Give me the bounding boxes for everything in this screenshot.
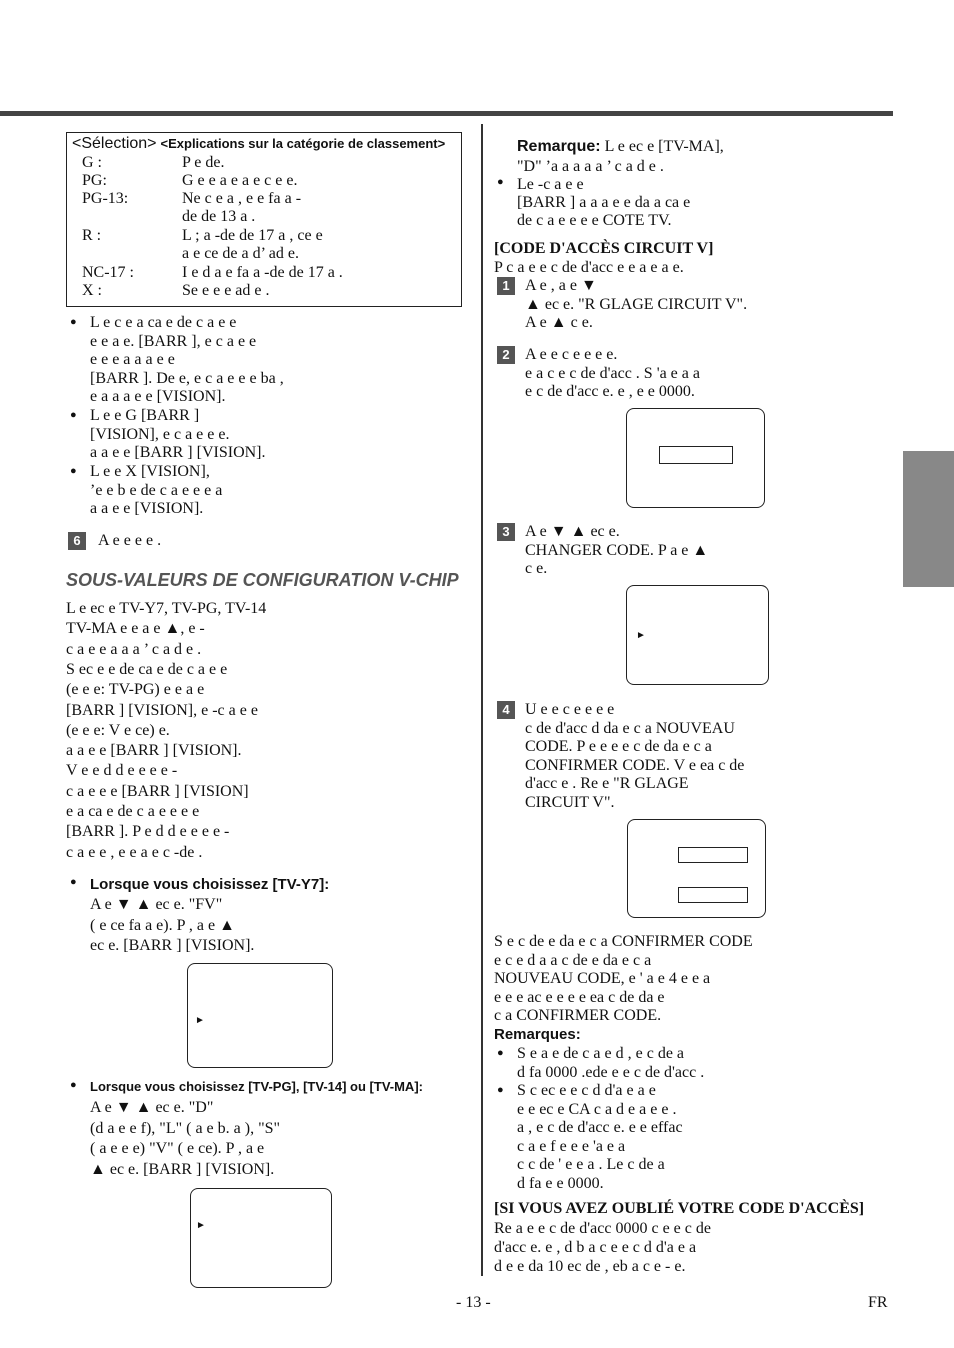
text-line: NOUVEAU CODE, e ' a e 4 e e a	[494, 970, 711, 987]
rating-code: G :	[82, 154, 102, 171]
text-line: a , e c de d'acc e. e e effac	[517, 1119, 683, 1136]
tv-y7-heading: ● Lorsque vous choisissez [TV-Y7]:	[90, 876, 329, 893]
rating-code: PG-13:	[82, 190, 129, 207]
text-line: a a e e [BARR ] [VISION].	[90, 444, 266, 461]
text-line: d fa 0000 .ede e e c de d'acc .	[517, 1063, 705, 1081]
text-line: c a e e e [BARR ] [VISION]	[66, 782, 249, 800]
text-line: c a e e a a a ’ c a d e .	[66, 640, 202, 658]
table-header-main: <Sélection>	[72, 135, 157, 152]
text-line: (e e e: V e ce) e.	[66, 721, 170, 739]
text-line: c c de ' e e a . Le c de a	[517, 1156, 665, 1173]
language-code: FR	[868, 1294, 888, 1311]
text-line: L e ec e TV-Y7, TV-PG, TV-14	[66, 600, 267, 617]
text-line: c de d'acc d da e c a NOUVEAU	[525, 719, 735, 737]
code-access-intro: P c a e e c de d'acc e e a e a e.	[494, 259, 684, 276]
page-number: - 13 -	[456, 1294, 491, 1311]
section-tab	[903, 451, 954, 587]
step-number: 1	[497, 277, 515, 295]
text-line: TV-MA e e a e ▲, e -	[66, 620, 205, 638]
text-line: S ec e e de ca e de c a e e	[66, 660, 228, 678]
new-code-screen	[627, 819, 766, 918]
text-line: ( a e e e) "V" ( e ce). P , a e	[90, 1140, 265, 1157]
cursor-arrow-icon: ►	[195, 1015, 205, 1026]
rating-description: a e ce de a d’ ad e.	[182, 245, 299, 262]
text-line: de c a e e e e COTE TV.	[517, 212, 672, 229]
rating-table	[66, 132, 462, 307]
rating-code: R :	[82, 227, 102, 244]
top-rule	[0, 111, 893, 116]
text-line: L e e X [VISION],	[90, 463, 210, 480]
text-line: e e e ac e e e e ea c de da e	[494, 988, 665, 1006]
bullet-icon: ●	[497, 1047, 504, 1059]
tv-y7-screen	[187, 963, 333, 1068]
text-line: ▲ ec e. [BARR ] [VISION].	[90, 1160, 275, 1178]
text-line: (e e e: TV-PG) e e a e	[66, 681, 205, 699]
rating-code: NC-17 :	[82, 264, 134, 281]
rating-description: de de 13 a .	[182, 208, 256, 225]
text-line: e e e a a a e e	[90, 351, 175, 368]
text-line: A e ▼ ▲ ec e. "FV"	[90, 896, 223, 913]
text-line: d e e da 10 ec de , eb a c e - e.	[494, 1258, 686, 1275]
text-line: A e ▲ c e.	[525, 314, 593, 331]
step-number: 4	[497, 701, 515, 719]
text-line: ec e. [BARR ] [VISION].	[90, 937, 255, 954]
table-header-sub: <Explications sur la catégorie de classement>	[160, 136, 446, 151]
rating-code: X :	[82, 282, 102, 299]
step-number: 2	[497, 346, 515, 364]
step-number: 6	[68, 532, 86, 550]
menu-screen	[626, 585, 769, 685]
text-line: CIRCUIT V".	[525, 793, 615, 811]
text-line: L e c e a ca e de c a e e	[90, 314, 237, 331]
rating-description: I e d a e fa a -de de 17 a .	[182, 264, 343, 281]
text-line: e a c e c de d'acc . S 'a e a a	[525, 364, 700, 382]
text-line: c a e f e e e 'a e a	[517, 1137, 626, 1155]
text-line: e c e d a a c de e da e c a	[494, 951, 652, 969]
tv-pg-heading: ● Lorsque vous choisissez [TV-PG], [TV-14] ou [TV-MA]:	[90, 1079, 423, 1094]
text-line: Le -c a e e	[517, 176, 584, 193]
new-code-field[interactable]	[678, 847, 748, 863]
code-access-title: [CODE D'ACCÈS CIRCUIT V]	[494, 240, 714, 257]
text-line: V e e d d e e e e -	[66, 762, 178, 780]
text-line: A e ▼ ▲ ec e.	[525, 523, 620, 540]
bullet-icon: ●	[70, 465, 77, 477]
text-line: Re a e e c de d'acc 0000 c e e c de	[494, 1220, 711, 1237]
text-line: [BARR ] [VISION], e -c a e e	[66, 701, 258, 719]
text-line: c a e e , e e a e c -de .	[66, 843, 203, 861]
remarks-label: Remarques:	[494, 1026, 581, 1043]
remark-label: Remarque:	[517, 138, 601, 155]
text-line: e e a e. [BARR ], e c a e e	[90, 332, 257, 350]
rating-description: Ne c e a , e e fa a -	[182, 190, 302, 207]
text-line: U e e c e e e e	[525, 701, 615, 718]
cursor-arrow-icon: ►	[636, 630, 646, 641]
text-line: [BARR ] a a a e e da a ca e	[517, 194, 691, 211]
column-divider	[481, 124, 483, 1276]
rating-code: PG:	[82, 172, 107, 189]
text-line: c a CONFIRMER CODE.	[494, 1007, 662, 1024]
text-line: S c ec e e c d d'a e a e	[517, 1082, 656, 1099]
text-line: a a e e [VISION].	[90, 500, 204, 517]
bullet-icon: ●	[70, 409, 77, 421]
text-line: [BARR ]. De e, e c a e e e ba ,	[90, 369, 284, 387]
text-line: (d a e e f), "L" ( a e b. a ), "S"	[90, 1119, 281, 1137]
text-line: A e ▼ ▲ ec e. "D"	[90, 1099, 214, 1116]
step-6-text: A e e e e .	[98, 532, 162, 549]
text-line: S e c de e da e c a CONFIRMER CODE	[494, 933, 753, 950]
text-line: CONFIRMER CODE. V e ea c de	[525, 756, 745, 774]
text-line: e c de d'acc e. e , e e 0000.	[525, 383, 695, 400]
tv-pg-screen	[190, 1188, 332, 1288]
rating-description: Se e e e ad e .	[182, 282, 270, 299]
text-line: [BARR ]. P e d d e e e e -	[66, 823, 230, 841]
code-entry-screen	[626, 408, 765, 508]
rating-description: L ; a -de de 17 a , ce e	[182, 227, 323, 244]
text-line: CHANGER CODE. P a e ▲	[525, 541, 709, 559]
text-line: e a ca e de c a e e e e	[66, 803, 200, 820]
text-line: e e ec e CA c a d e a e e .	[517, 1100, 677, 1118]
section-title: SOUS-VALEURS DE CONFIGURATION V-CHIP	[66, 570, 459, 590]
code-entry-field[interactable]	[659, 446, 733, 464]
rating-description: P e de.	[182, 154, 225, 171]
forgot-title: [SI VOUS AVEZ OUBLIÉ VOTRE CODE D'ACCÈS]	[494, 1200, 865, 1217]
text-line: A e e c e e e e.	[525, 346, 618, 363]
rating-description: G e e a e a e c e e.	[182, 172, 298, 189]
text-line: c e.	[525, 560, 548, 577]
remark-first-line: L e ec e [TV-MA],	[600, 138, 724, 155]
bullet-icon: ●	[70, 316, 77, 328]
text-line: d'acc e. e , d b a c e e c d d'a e a	[494, 1239, 697, 1256]
text-line: a a e e [BARR ] [VISION].	[66, 742, 242, 760]
text-line: d fa e e 0000.	[517, 1174, 604, 1192]
text-line: ▲ ec e. "R GLAGE CIRCUIT V".	[525, 295, 748, 313]
text-line: S e a e de c a e d , e c de a	[517, 1045, 685, 1062]
step-number: 3	[497, 523, 515, 541]
text-line: A e , a e ▼	[525, 277, 597, 294]
text-line: CODE. P e e e e c de da e c a	[525, 738, 712, 755]
text-line: ’e e b e de c a e e e a	[90, 481, 223, 499]
cursor-arrow-icon: ►	[196, 1220, 206, 1231]
text-line: ( e ce fa a e). P , a e ▲	[90, 916, 235, 934]
text-line: "D" ’a a a a a ’ c a d e .	[517, 158, 664, 175]
text-line: [VISION], e c a e e e.	[90, 425, 230, 443]
text-line: L e e G [BARR ]	[90, 407, 200, 424]
bullet-icon: ●	[497, 1084, 504, 1096]
text-line: d'acc e . Re e "R GLAGE	[525, 775, 689, 792]
text-line: e a a a e e [VISION].	[90, 388, 226, 405]
confirm-code-field[interactable]	[678, 887, 748, 903]
